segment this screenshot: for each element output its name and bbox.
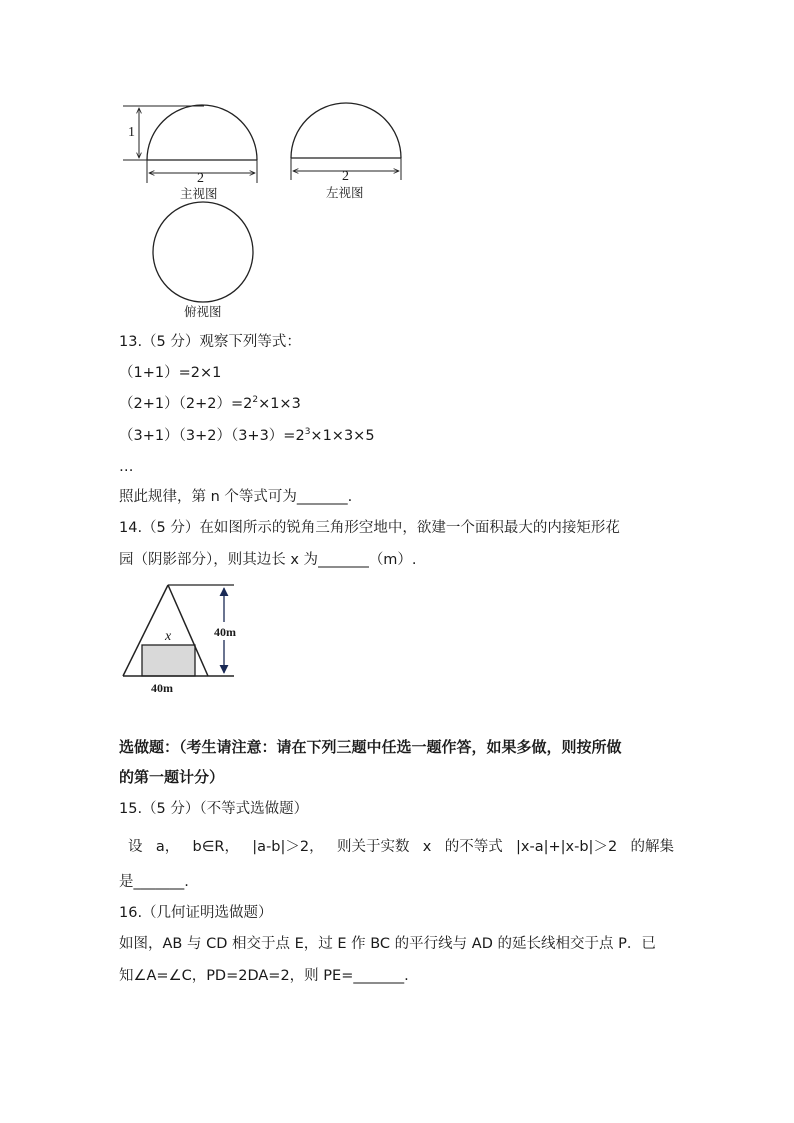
- top-view-caption: 俯视图: [184, 304, 222, 319]
- left-width-label: 2: [342, 169, 349, 184]
- front-width-label: 2: [197, 171, 204, 186]
- left-view-caption: 左视图: [326, 185, 364, 200]
- front-view-caption: 主视图: [180, 186, 218, 201]
- elective-line1: 选做题：（考生请注意：请在下列三题中任选一题作答，如果多做，则按所做: [119, 738, 622, 756]
- q13-eq3: $(3+1)(3+2)(3+3)=2^3\times 1\times 3\times 5$: [119, 427, 375, 444]
- elective-line2: 的第一题计分）: [119, 768, 225, 786]
- q13-eq1: （1+1）=2×1: [119, 365, 222, 381]
- answer-blank[interactable]: _______: [318, 552, 369, 568]
- inscribed-rectangle: [142, 645, 195, 676]
- fig-x-label: x: [165, 629, 172, 644]
- answer-blank[interactable]: _______: [296, 489, 348, 505]
- q16-line2: 知∠A=∠C，PD=2DA=2，则 PE=_______.: [119, 968, 409, 984]
- answer-blank[interactable]: _______: [133, 874, 185, 890]
- answer-blank[interactable]: _______: [353, 968, 405, 984]
- q13-prompt: 照此规律，第 n 个等式可为_______.: [119, 489, 353, 505]
- q13-eq2: $(2+1)(2+2)=2^2\times 1\times 3$: [119, 395, 301, 412]
- fig-base-label: 40m: [151, 681, 173, 695]
- q13-ellipsis: …: [119, 459, 134, 475]
- q15-header: 15.（5 分）（不等式选做题）: [119, 801, 309, 817]
- q13-header: 13.（5 分）观察下列等式：: [119, 334, 301, 350]
- fig-height-label: 40m: [214, 625, 236, 639]
- q15-line1: 设 a， b∈R， |a-b|＞2， 则关于实数 x 的不等式 |x-a|+|x-b|＞2 的解集: [128, 839, 674, 855]
- q14-line1: 14.（5 分）在如图所示的锐角三角形空地中，欲建一个面积最大的内接矩形花: [119, 520, 620, 536]
- q14-line2: 园（阴影部分），则其边长 x 为_______（m）.: [119, 552, 417, 568]
- q15-line2: 是_______.: [119, 874, 189, 890]
- q16-header: 16.（几何证明选做题）: [119, 905, 273, 921]
- front-height-label: 1: [128, 125, 135, 140]
- q16-line1: 如图，AB 与 CD 相交于点 E，过 E 作 BC 的平行线与 AD 的延长线相交于点 P．已: [119, 936, 656, 952]
